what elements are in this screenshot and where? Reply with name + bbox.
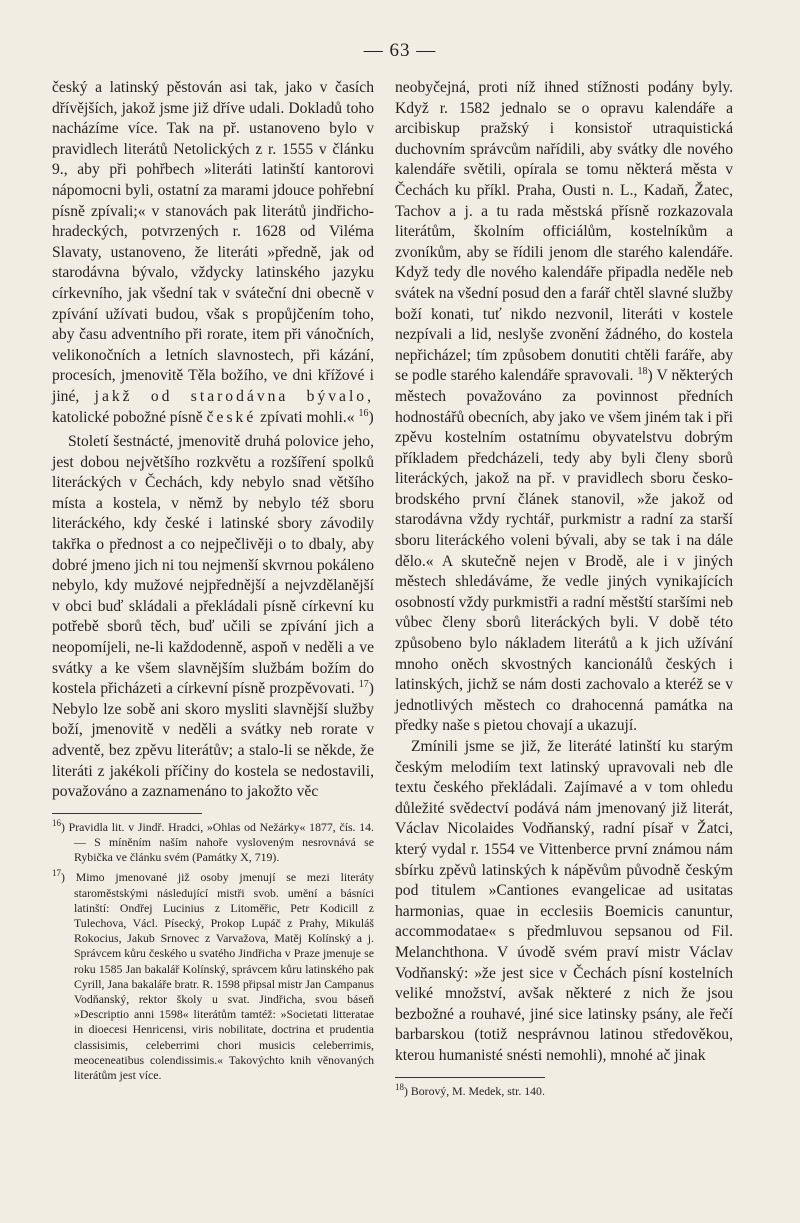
left-footnotes	[52, 817, 374, 1083]
footnote-17	[52, 870, 374, 1083]
left-paragraph-1	[52, 78, 374, 428]
left-p1-spaced-b: české	[206, 408, 257, 426]
footnote-17-number: 17	[52, 868, 61, 879]
right-paragraph-1	[395, 78, 733, 737]
left-p1-text: český a latinský pěstován asi tak, jako v časích dřívějších, jakož jsme již dříve udali. Dokladů toho nacházíme více. Tak na př. ustanoveno bylo v pravidlech literátů Netolických z r. 1555 v článku 9., aby při pohřbech »literáti latinští kantorovi nápomocni byli, ostatní za marami jdouce pohřební písně zpívali;« v stanovách pak literátů jindřicho-hradeckých, potvrzených r. 1628 od Viléma Slavaty, ustanoveno, že literáti »předně, jak od starodávna bývalo, vždycky latinského jazyku církevního, jak všední tak v sváteční dni obecně v zpívání užívati budou, však s propůjčením toho, aby času adventního při rorate, item při vánočních, velikonočních a letních slavnostech, při kázání, procesích, jmenovitě Těla božího, ve dni křížové i jiné,	[52, 79, 374, 405]
left-p1-spaced-a: jakž od starodávna bývalo,	[94, 387, 374, 405]
footnote-ref-17: 17	[358, 679, 369, 691]
right-p2-text: Zmínili jsme se již, že literáté latinští ku starým českým melodiím text latinský upravovali neb dle textu českého překládali. Zajímavé a v tom ohledu důležité svědectví podává nám jmenovaný již literát, Václav Nicolaides Vodňanský, radní písař v Žatci, který vydal r. 1554 ve Vittenberce první známou nám sbírku zpěvů latinských k nápěvům původně českým pod titulem »Cantiones evangelicae ad usitatas harmonias, quae in ecclesiis Boemicis canuntur, accommodatae« s předmluvou sepsanou od Fil. Melanchthona. V úvodě svém praví mistr Václav Vodňanský: »že jest sice v Čechách písní kostelních veliké množství, avšak některé z nich že jsou bezbožné a rouhavé, jiné sice latinsky psány, ale řečí barbarskou (totiž nesprávnou latinou středověkou, kterou humanisté snésti nemohli), mnohé ač jinak	[395, 738, 733, 1064]
right-paragraph-2	[395, 737, 733, 1067]
left-p1-close: )	[368, 408, 374, 426]
footnote-18	[395, 1081, 733, 1099]
footnote-ref-18: 18	[637, 366, 648, 378]
left-p1-mid: katolické pobožné písně	[52, 408, 203, 426]
right-column	[395, 78, 733, 1104]
page-number: — 63 —	[363, 40, 437, 61]
footnote-18-text: ) Borový, M. Medek, str. 140.	[404, 1083, 545, 1098]
left-p2-end: ) Nebylo lze sobě ani skoro mysliti slavnější služby boží, jmenovitě v neděli a svátky neb rorate v adventě, bez zpěvu literátův; a stalo-li se někde, že literáti z jakékoli příčiny do kostela se nedostavili, považováno a zaznamenáno to jakožto věc	[52, 680, 374, 801]
footnote-16-text: ) Pravidla lit. v Jindř. Hradci, »Ohlas od Nežárky« 1877, čís. 14. — S míněním naším nahoře vysloveným nesrovnává se Rybička ve článku svém (Památky X, 719).	[61, 819, 374, 865]
footnote-16-number: 16	[52, 817, 61, 828]
footnote-divider-right	[395, 1077, 545, 1078]
footnote-16	[52, 817, 374, 866]
left-p2-text: Století šestnácté, jmenovitě druhá polovice jeho, jest dobou největšího rozkvětu a rozšíření spolků literáckých v Čechách, kdy nebylo snad většího místa a kostela, v němž by nebylo též sboru literáckého, kdy české i latinské sbory závodily takřka o přednost a co nejpečlivěji o to dbaly, aby dobré jmeno jich ni tou nejmenší skvrnou pokáleno nebylo, kdy mužové nejpřednější a nejvzdělanější v obci buď skládali a překládali písně církevní ku potřebě sborů těch, buď učili se zpívání jich a neopomíjeli, ne-li každodenně, aspoň v neděli a ve svátky a ke všem slavnějším službám božím do kostela přicházeti a církevní písně prozpěvovati.	[52, 433, 374, 698]
left-p1-end: zpívati mohli.«	[260, 408, 355, 426]
left-column	[52, 78, 374, 1088]
footnote-18-number: 18	[395, 1081, 404, 1092]
footnote-17-text: ) Mimo jmenované již osoby jmenují se mezi literáty staroměstskými následující mistři svob. umění a básníci latinští: Ondřej Lucinius z Litoměřic, Petr Kodicill z Tulechova, Václ. Písecký, Prokop Lupáč z Prahy, Mikuláš Rokocius, Jakub Srnovec z Varvažova, Matěj Kolínský a j. Správcem kůru českého u svatého Jindřicha v Praze jmenuje se roku 1585 Jan bakalář Kolínský, správcem kůru latinského pak Cyrill, Jana bakaláře bratr. R. 1598 připsal mistr Jan Campanus Vodňanský, rektor školy u svat. Jindřicha, svou báseň »Descriptio anni 1598« literátům tamtéž: »Societati litteratae in dioecesi Henricensi, viris nobilitate, doctrina et prudentia classisimis, celeberrimi chori musicis celeberrimis, meoceneatibus colendissimis.« Takovýchto knih věnovaných literátům jest více.	[61, 870, 374, 1083]
right-footnotes	[395, 1081, 733, 1099]
footnote-ref-16: 16	[358, 407, 369, 419]
right-p1-end: ) V některých městech považováno za povinnost předních hodnostářů obecních, aby jako ve všem jiném tak i při zpěvu kostelním ostatnímu obyvatelstvu dobrým příkladem předcházeli, tedy aby byli členy sborů literáckých, jakož na př. v pravidlech sboru česko-brodského první článek stanovil, »že jakož od starodávna vždy rychtář, purkmistr a radní za starší sboru literáckého voleni bývali, aby se tak i na dále dělo.« A skutečně nejen v Brodě, ale i v jiných městech shledáváme, že vedle jiných vynikajících osobností vždy purkmistři a radní městští staršími neb vůbec členy sborů literáckých byli. V době této způsobeno bylo nákladem literátů a k jich užívání mnoho oněch skvostných kancionálů českých i latinských, jichž se nám dosti zachovalo a kteréž se v jednotlivých městech co drahocenná památka na předky naše s pietou chovají a ukazují.	[395, 367, 733, 735]
footnote-divider	[52, 813, 202, 814]
right-p1-text: neobyčejná, proti níž ihned stížnosti podány byly. Když r. 1582 jednalo se o opravu kalendáře a arcibiskup pražský i konsistoř utraquistická duchovním správcům nařídili, aby svátky dle nového kalendáře světili, opírala se tomu některá města v Čechách ku příkl. Praha, Ousti n. L., Kadaň, Žatec, Tachov a j. a tu rada městská přísně rozkazovala literátům, školním officiálům, kostelníkům a zvoníkům, aby se řídili jenom dle starého kalendáře. Když tedy dle nového kalendáře připadla neděle neb svátek na všední posud den a farář chtěl slavné služby boží konati, tuť nikdo nezvonil, literáti v kostele nezpívali a lid, neslyše zvonění žádného, do kostela nepřicházel; tím způsobem donutiti chtěli faráře, aby se podle starého kalendáře spravovali.	[395, 79, 733, 385]
left-paragraph-2	[52, 432, 374, 803]
